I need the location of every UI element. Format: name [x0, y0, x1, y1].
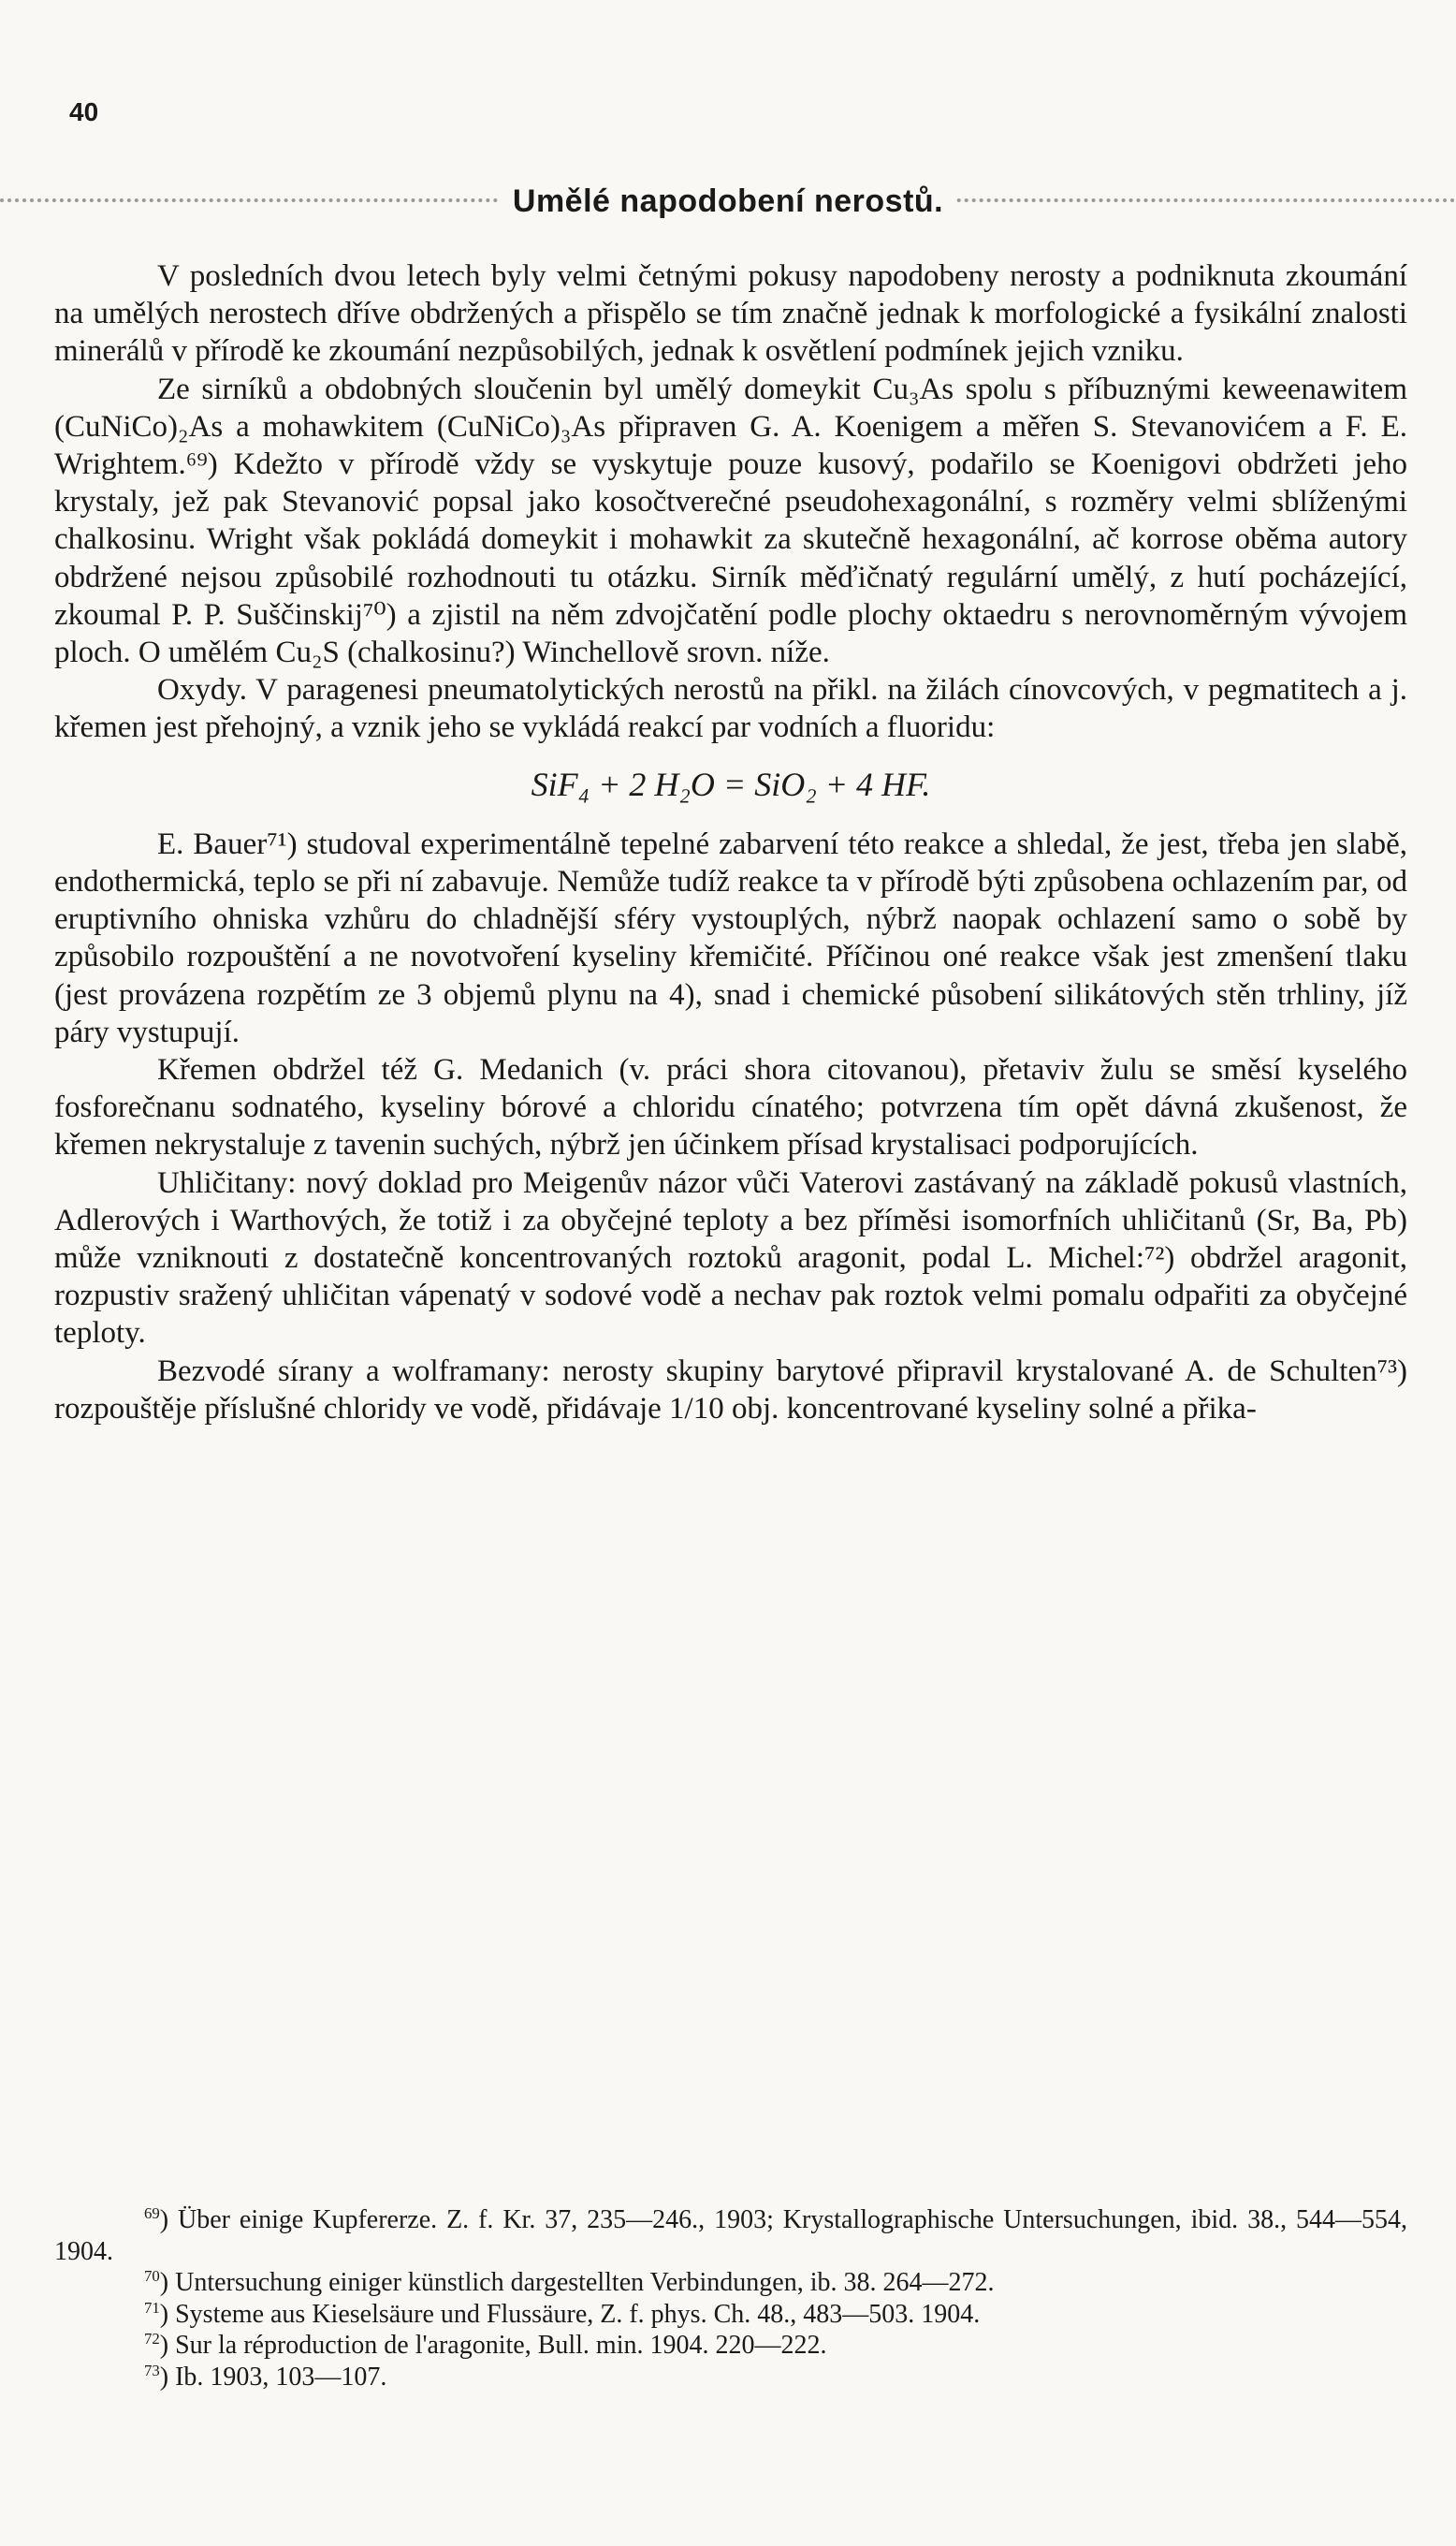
main-text — [54, 257, 1407, 1427]
page-number: 40 — [69, 97, 99, 126]
footnote-71: $^{71}$) Systeme aus Kieselsäure und Flussäure, Z. f. phys. Ch. 48., 483—503. 1904. — [144, 2298, 981, 2329]
page-title — [0, 183, 1456, 220]
footnote-73: $^{73}$) Ib. 1903, 103—107. — [144, 2361, 387, 2392]
paragraph-7: Bezvodé sírany a wolframany: nerosty skupiny barytové připravil krystalované A. de Schulten⁷³) rozpouštěje příslušné chloridy ve vodě, přidávaje 1/10 obj. koncentrované kyseliny solné a přika- — [54, 1353, 1407, 1426]
footnote-mark: 70 — [144, 2266, 160, 2285]
footnote-text: Sur la réproduction de l'aragonite, Bull. min. 1904. 220—222. — [175, 2331, 827, 2360]
paragraph-3: Oxydy. V paragenesi pneumatolytických nerostů na přikl. na žilách cínovcových, v pegmatitech a j. křemen jest přehojný, a vznik jeho se vykládá reakcí par vodních a fluoridu: — [54, 673, 1407, 745]
paragraph-1: V posledních dvou letech byly velmi četnými pokusy napodobeny nerosty a podniknuta zkoumání na umělých nerostech dříve obdržených a přispělo se tím značně jednak k morfologické a fysikální znalosti minerálů v přírodě ke zkoumání nezpůsobilých, jednak k osvětlení podmínek jejich vzniku. — [54, 259, 1407, 369]
footnote-mark: 71 — [144, 2298, 160, 2317]
footnote-text: Untersuchung einiger künstlich dargestellten Verbindungen, ib. 38. 264—272. — [175, 2268, 995, 2297]
paragraph-2: Ze sirníků a obdobných sloučenin byl umělý domeykit Cu₃As spolu s příbuznými keweenawitem (CuNiCo)₂As a mohawkitem (CuNiCo)₃As připraven G. A. Koenigem a měřen S. Stevanovićem a F. E. Wrightem.⁶⁹) Kdežto v přírodě vždy se vyskytuje pouze kusový, podařilo se Koenigovi obdržeti jeho krystaly, jež pak Stevanović popsal jako kosočtverečné pseudohexagonální, s rozměry velmi sblíženými chalkosinu. Wright však pokládá domeykit i mohawkit za skutečně hexagonální, ač korrose oběma autory obdržené nejsou způsobilé rozhodnouti tu otázku. Sirník měďičnatý regulární umělý, z hutí pocházející, zkoumal P. P. Suščinskij⁷⁰) a zjistil na něm zdvojčatění podle plochy oktaedru s nerovnoměrným vývojem ploch. O umělém Cu₂S (chalkosinu?) Winchellově srovn. níže. — [54, 372, 1407, 670]
footnote-mark: 69 — [144, 2203, 160, 2222]
paragraph-6: Uhličitany: nový doklad pro Meigenův názor vůči Vaterovi zastávaný na základě pokusů vlastních, Adlerových i Warthových, že totiž i za obyčejné teploty a bez příměsi isomorfních uhličitanů (Sr, Ba, Pb) může vzniknouti z dostatečně koncentrovaných roztoků aragonit, podal L. Michel:⁷²) obdržel aragonit, rozpustiv sražený uhličitan vápenatý v sodové vodě a nechav pak roztok velmi pomalu odpařiti za obyčejné teploty. — [54, 1165, 1407, 1351]
reaction-formula: SiF₄ + 2 H₂O = SiO₂ + 4 HF. — [531, 765, 931, 803]
footnote-text: Systeme aus Kieselsäure und Flussäure, Z. f. phys. Ch. 48., 483—503. 1904. — [175, 2299, 981, 2329]
footnote-mark: 72 — [144, 2329, 160, 2348]
footnote-mark: 73 — [144, 2361, 160, 2379]
page-title-text: Umělé napodobení nerostů. — [500, 183, 956, 219]
footnote-69: $^{69}$) Über einige Kupfererze. Z. f. Kr. 37, 235—246., 1903; Krystallographische Untersuchungen, ibid. 38., 544—554, 1904. — [54, 2203, 1407, 2266]
footnote-text: Über einige Kupfererze. Z. f. Kr. 37, 235—246., 1903; Krystallographische Untersuchungen, ibid. 38., 544—554, 1904. — [54, 2205, 1407, 2266]
footnote-72: $^{72}$) Sur la réproduction de l'aragonite, Bull. min. 1904. 220—222. — [144, 2329, 827, 2360]
paragraph-4: E. Bauer⁷¹) studoval experimentálně tepelné zabarvení této reakce a shledal, že jest, třeba jen slabě, endothermická, teplo se při ní zabavuje. Nemůže tudíž reakce ta v přírodě býti způsobena ochlazením par, od eruptivního ohniska vzhůru do chladnější sféry vystouplých, nýbrž naopak ochlazení samo o sobě by způsobilo rozpouštění a ne novotvoření kyseliny křemičité. Příčinou oné reakce však jest zmenšení tlaku (jest provázena rozpětím ze 3 objemů plynu na 4), snad i chemické působení silikátových stěn trhliny, jíž páry vystupují. — [54, 827, 1407, 1049]
footnote-text: Ib. 1903, 103—107. — [175, 2362, 387, 2392]
paragraph-5: Křemen obdržel též G. Medanich (v. práci shora citovanou), přetaviv žulu se směsí kyselého fosforečnanu sodnatého, kyseliny bórové a chloridu cínatého; potvrzena tím opět dávná zkušenost, že křemen nekrystaluje z tavenin suchých, nýbrž jen účinkem přísad krystalisaci podporujících. — [54, 1053, 1407, 1163]
footnotes — [54, 2204, 1407, 2392]
footnote-70: $^{70}$) Untersuchung einiger künstlich dargestellten Verbindungen, ib. 38. 264—272. — [144, 2266, 995, 2297]
